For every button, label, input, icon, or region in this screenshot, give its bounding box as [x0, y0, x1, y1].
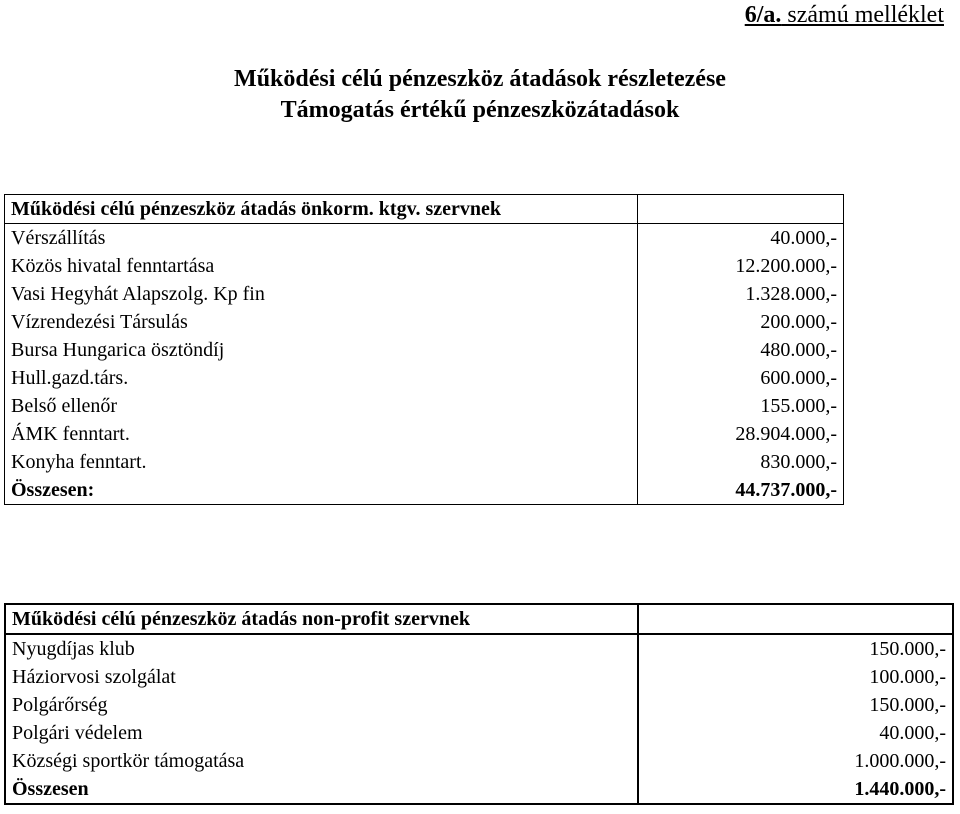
row-label: Községi sportkör támogatása	[5, 747, 638, 775]
row-amount: 480.000,-	[638, 336, 844, 364]
row-amount: 150.000,-	[638, 634, 953, 663]
document-titles	[0, 64, 960, 126]
row-label: Belső ellenőr	[5, 392, 638, 420]
table-row	[5, 336, 844, 364]
table-row	[5, 392, 844, 420]
table-header-amount	[638, 604, 953, 634]
annex-text: számú melléklet	[781, 2, 944, 28]
table-header: Működési célú pénzeszköz átadás non-profit szervnek	[5, 604, 638, 634]
table-header-row	[5, 604, 953, 634]
total-label: Összesen	[5, 775, 638, 804]
table-header-amount	[638, 195, 844, 224]
table-header-row	[5, 195, 844, 224]
table-row	[5, 224, 844, 253]
table-row	[5, 420, 844, 448]
row-amount: 150.000,-	[638, 691, 953, 719]
row-label: ÁMK fenntart.	[5, 420, 638, 448]
row-amount: 1.328.000,-	[638, 280, 844, 308]
table-nonprofit-transfers	[4, 603, 954, 805]
table-header: Működési célú pénzeszköz átadás önkorm. ktgv. szervnek	[5, 195, 638, 224]
table-total-row	[5, 775, 953, 804]
row-label: Bursa Hungarica ösztöndíj	[5, 336, 638, 364]
table-total-row	[5, 476, 844, 505]
row-amount: 155.000,-	[638, 392, 844, 420]
row-amount: 1.000.000,-	[638, 747, 953, 775]
annex-label	[745, 0, 944, 30]
row-amount: 40.000,-	[638, 224, 844, 253]
total-amount: 44.737.000,-	[638, 476, 844, 505]
document-subtitle: Támogatás értékű pénzeszközátadások	[280, 97, 680, 123]
table-row	[5, 663, 953, 691]
total-amount: 1.440.000,-	[638, 775, 953, 804]
row-label: Polgári védelem	[5, 719, 638, 747]
row-amount: 40.000,-	[638, 719, 953, 747]
table-row	[5, 252, 844, 280]
row-label: Vasi Hegyhát Alapszolg. Kp fin	[5, 280, 638, 308]
total-label: Összesen:	[5, 476, 638, 505]
document-title: Működési célú pénzeszköz átadások részletezése	[234, 66, 726, 92]
row-label: Vízrendezési Társulás	[5, 308, 638, 336]
row-label: Polgárőrség	[5, 691, 638, 719]
table-local-gov-transfers	[4, 194, 844, 505]
table-row	[5, 364, 844, 392]
row-amount: 830.000,-	[638, 448, 844, 476]
table-row	[5, 747, 953, 775]
row-label: Konyha fenntart.	[5, 448, 638, 476]
row-label: Háziorvosi szolgálat	[5, 663, 638, 691]
row-label: Vérszállítás	[5, 224, 638, 253]
row-amount: 12.200.000,-	[638, 252, 844, 280]
row-amount: 100.000,-	[638, 663, 953, 691]
row-label: Közös hivatal fenntartása	[5, 252, 638, 280]
row-label: Hull.gazd.társ.	[5, 364, 638, 392]
table-row	[5, 280, 844, 308]
table-row	[5, 719, 953, 747]
annex-number: 6/a.	[744, 2, 782, 28]
row-amount: 200.000,-	[638, 308, 844, 336]
table-row	[5, 308, 844, 336]
row-amount: 600.000,-	[638, 364, 844, 392]
table-row	[5, 448, 844, 476]
row-amount: 28.904.000,-	[638, 420, 844, 448]
row-label: Nyugdíjas klub	[5, 634, 638, 663]
table-row	[5, 691, 953, 719]
table-row	[5, 634, 953, 663]
